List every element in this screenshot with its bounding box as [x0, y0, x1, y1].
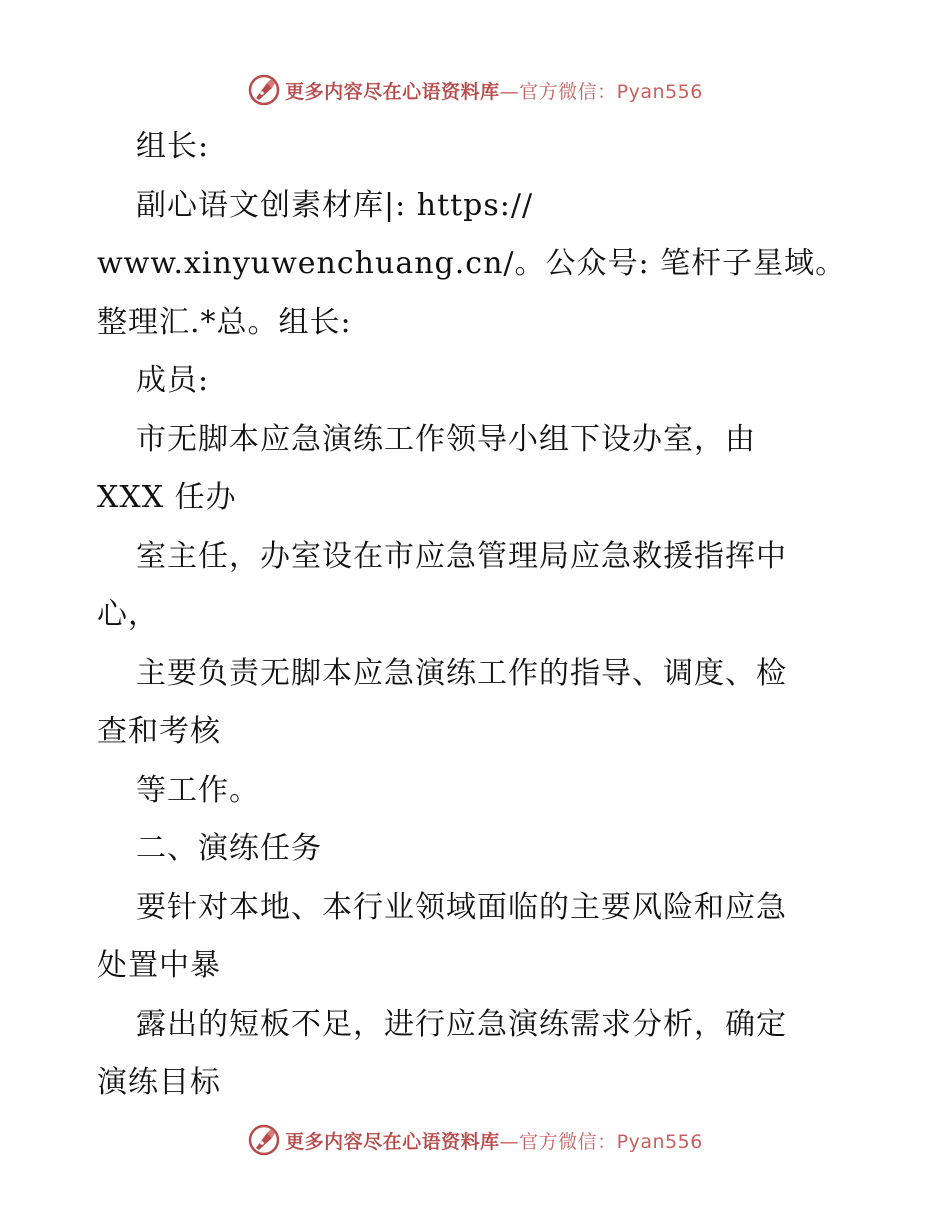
- text-line: 市无脚本应急演练工作领导小组下设办室，由: [136, 421, 756, 457]
- text-line: 成员:: [136, 363, 210, 398]
- watermark-text: 更多内容尽在心语资料库—官方微信：Pyan556: [285, 80, 703, 103]
- text-line: 副心语文创素材库|: https://: [136, 187, 534, 223]
- text-line: 露出的短板不足，进行应急演练需求分析，确定: [136, 1006, 787, 1042]
- text-line: 室主任，办室设在市应急管理局应急救援指挥中: [136, 538, 787, 574]
- section-heading: 二、演练任务: [136, 831, 322, 866]
- text-line: 组长:: [136, 129, 210, 164]
- pen-nib-logo-icon: [247, 73, 281, 107]
- text-line: www.xinyuwenchuang.cn/。公众号: 笔杆子星域。: [97, 246, 847, 281]
- watermark-header: [0, 70, 950, 110]
- text-line: 要针对本地、本行业领域面临的主要风险和应急: [136, 889, 787, 925]
- watermark-footer: [0, 1120, 950, 1160]
- document-body: [97, 118, 867, 1113]
- text-line: 心，: [97, 597, 159, 632]
- pen-nib-logo-icon: [247, 1123, 281, 1157]
- text-line: 处置中暴: [97, 948, 221, 983]
- text-line: 演练目标: [97, 1065, 221, 1100]
- text-line: XXX 任办: [97, 480, 237, 515]
- text-line: 整理汇.*总。组长:: [97, 304, 352, 340]
- watermark-text: 更多内容尽在心语资料库—官方微信：Pyan556: [285, 1130, 703, 1153]
- text-line: 等工作。: [136, 772, 260, 808]
- text-line: 查和考核: [97, 714, 221, 749]
- text-line: 主要负责无脚本应急演练工作的指导、调度、检: [136, 655, 787, 691]
